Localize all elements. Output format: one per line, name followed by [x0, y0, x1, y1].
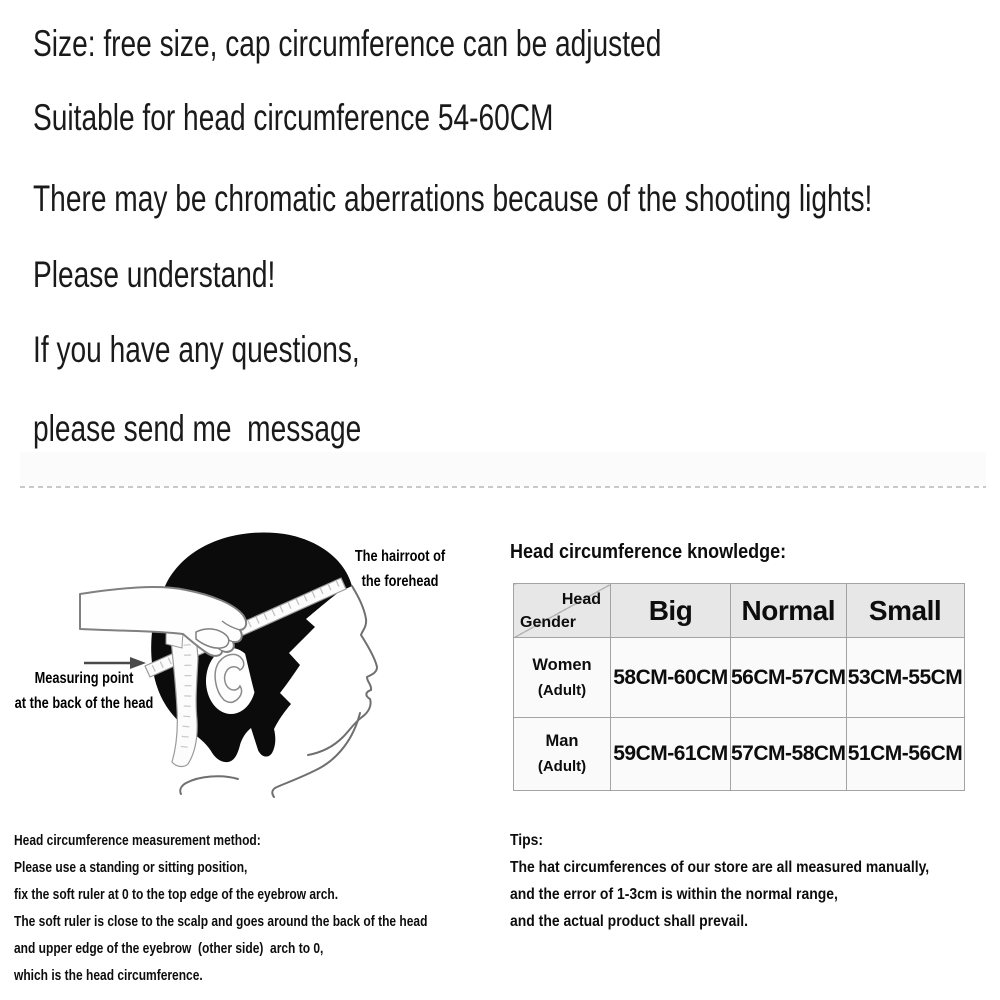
corner-label-head: Head [561, 591, 601, 608]
table-row-man [514, 718, 965, 791]
row-label-man [514, 718, 611, 791]
tips-block [510, 827, 976, 935]
tips-heading: Tips: [510, 832, 544, 849]
table-row-women [514, 638, 965, 718]
method-line: which is the head circumference. [14, 967, 203, 984]
tips-line: and the error of 1-3cm is within the normal range, [510, 886, 838, 903]
front-neck-outline [272, 713, 360, 797]
hairroot-label-line1: The hairroot of [354, 548, 446, 565]
size-table-title: Head circumference knowledge: [510, 541, 787, 563]
row-label-women-note: (Adult) [537, 681, 587, 699]
intro-line-chromatic: There may be chromatic aberrations because of the shooting lights! [33, 178, 873, 219]
tips-line: The hat circumferences of our store are all measured manually, [510, 859, 930, 876]
measurement-method-block [14, 827, 531, 989]
tips-line: and the actual product shall prevail. [510, 913, 748, 930]
light-band [20, 452, 986, 486]
head-circumference-table [513, 583, 965, 791]
intro-line-questions: If you have any questions, [33, 329, 360, 370]
column-header-small: Small [846, 584, 964, 638]
table-header-row [514, 584, 965, 638]
method-line: and upper edge of the eyebrow (other side) arch to 0, [14, 940, 324, 957]
man-big-value: 59CM-61CM [611, 718, 731, 791]
hairroot-label [344, 544, 456, 594]
row-label-man-name: Man [545, 732, 579, 750]
row-label-man-note: (Adult) [537, 758, 587, 775]
intro-line-size: Size: free size, cap circumference can be adjusted [33, 23, 662, 64]
method-heading: Head circumference measurement method: [14, 832, 261, 849]
head-measurement-diagram [0, 500, 500, 830]
intro-line-message: please send me message [33, 408, 362, 449]
row-label-women-name: Women [532, 655, 592, 674]
column-header-normal: Normal [731, 584, 847, 638]
face-profile-outline [308, 586, 377, 755]
table-corner-cell [514, 584, 611, 638]
hairroot-label-line2: the forehead [361, 573, 439, 590]
method-line: fix the soft ruler at 0 to the top edge of the eyebrow arch. [14, 886, 339, 903]
intro-line-suitable: Suitable for head circumference 54-60CM [33, 97, 554, 138]
intro-line-understand: Please understand! [33, 254, 276, 295]
measuring-label-line2: at the back of the head [14, 695, 154, 712]
dashed-divider [20, 486, 986, 488]
row-label-women [514, 638, 611, 718]
measuring-point-label [14, 666, 155, 716]
method-line: Please use a standing or sitting position, [14, 859, 248, 876]
corner-label-gender: Gender [520, 614, 577, 631]
women-big-value: 58CM-60CM [611, 638, 731, 718]
man-small-value: 51CM-56CM [846, 718, 964, 791]
measuring-label-line1: Measuring point [34, 670, 134, 687]
women-small-value: 53CM-55CM [846, 638, 964, 718]
man-normal-value: 57CM-58CM [731, 718, 847, 791]
method-line: The soft ruler is close to the scalp and goes around the back of the head [14, 913, 428, 930]
women-normal-value: 56CM-57CM [731, 638, 847, 718]
nape-outline [180, 776, 238, 794]
column-header-big: Big [611, 584, 731, 638]
